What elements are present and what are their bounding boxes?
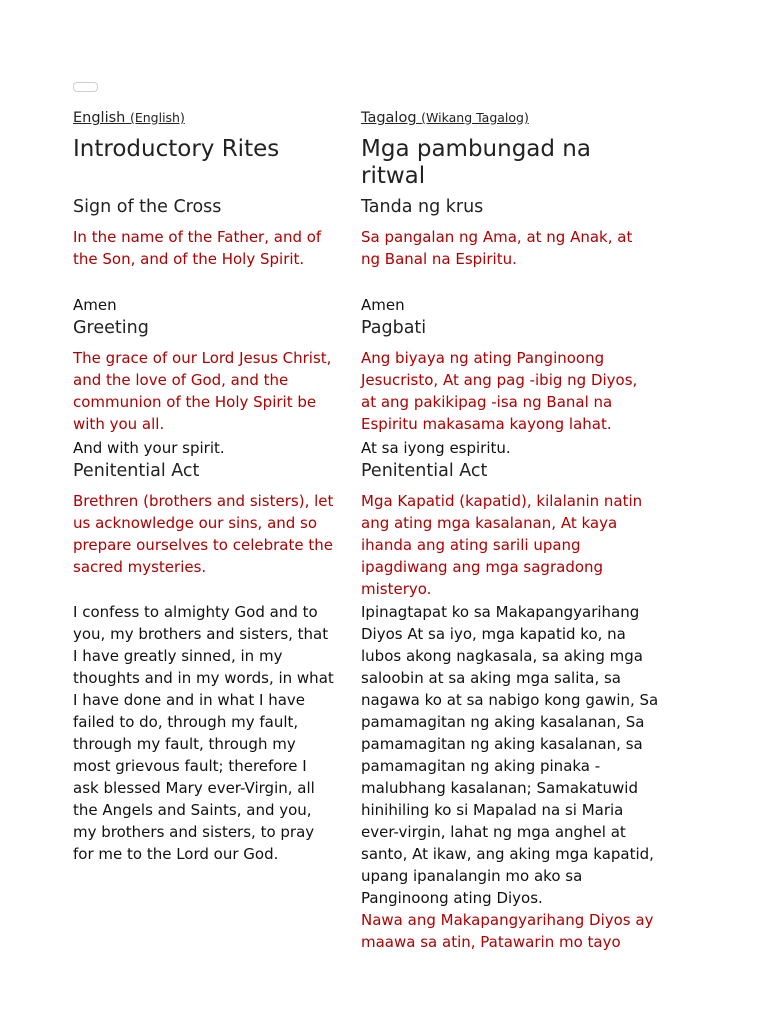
sign-of-cross-response: Amen <box>361 296 405 314</box>
toolbar-toggle[interactable] <box>73 82 98 92</box>
greeting-heading: Pagbati <box>361 318 427 338</box>
tagalog-column <box>361 108 661 951</box>
penitential-priest-text: Mga Kapatid (kapatid), kilalanin natin ang ating mga kasalanan, At kaya ihanda ang ating sarili upang ipagdiwang ang mga sagradong misteryo. <box>361 492 643 598</box>
language-link-english[interactable] <box>73 108 335 128</box>
section-title: Mga pambungad na ritwal <box>361 136 591 189</box>
section-title: Introductory Rites <box>73 136 280 162</box>
confiteor-text: I confess to almighty God and to you, my brothers and sisters, that I have greatly sinned, in my thoughts and in my words, in what I have done and in what I have failed to do, through my fault, through my fault, through my most grievous fault; therefore I ask blessed Mary ever-Virgin, all the Angels and Saints, and you, my brothers and sisters, to pray for me to the Lord our God. <box>73 603 334 863</box>
greeting-response: At sa iyong espiritu. <box>361 439 511 457</box>
language-native-name[interactable]: (English) <box>129 110 185 125</box>
greeting-priest-text: Ang biyaya ng ating Panginoong Jesucristo, At ang pag -ibig ng Diyos, at ang pakikipag -isa ng Banal na Espiritu makasama kayong lahat. <box>361 349 638 433</box>
sign-of-cross-heading: Sign of the Cross <box>73 197 222 217</box>
language-link-tagalog[interactable] <box>361 108 661 128</box>
confiteor-text: Ipinagtapat ko sa Makapangyarihang Diyos At sa iyo, mga kapatid ko, na lubos akong nagkasala, sa aking mga saloobin at sa aking mga salita, sa nagawa ko at sa nabigo kong gawin, Sa pamamagitan ng aking kasalanan, Sa pamamagitan ng aking kasalanan, sa pamamagitan ng aking pinaka -malubhang kasalanan; Samakatuwid hinihiling ko si Mapalad na si Maria ever-virgin, lahat ng mga anghel at santo, At ikaw, ang aking mga kapatid, upang ipanalangin mo ako sa Panginoong ating Diyos. <box>361 603 659 907</box>
sign-of-cross-priest-text: Sa pangalan ng Ama, at ng Anak, at ng Banal na Espiritu. <box>361 228 633 268</box>
penitential-act-heading: Penitential Act <box>73 461 200 481</box>
english-column <box>73 108 335 863</box>
sign-of-cross-heading: Tanda ng krus <box>361 197 484 217</box>
language-name[interactable]: Tagalog <box>361 110 417 126</box>
sign-of-cross-response: Amen <box>73 296 117 314</box>
greeting-heading: Greeting <box>73 318 149 338</box>
sign-of-cross-priest-text: In the name of the Father, and of the Son, and of the Holy Spirit. <box>73 228 322 268</box>
penitential-priest-text: Brethren (brothers and sisters), let us acknowledge our sins, and so prepare ourselves to celebrate the sacred mysteries. <box>73 492 334 576</box>
greeting-priest-text: The grace of our Lord Jesus Christ, and the love of God, and the communion of the Holy Spirit be with you all. <box>73 349 332 433</box>
greeting-response: And with your spirit. <box>73 439 225 457</box>
language-name[interactable]: English <box>73 110 126 126</box>
language-native-name[interactable]: (Wikang Tagalog) <box>421 110 529 125</box>
absolution-text: Nawa ang Makapangyarihang Diyos ay maawa sa atin, Patawarin mo tayo <box>361 911 654 951</box>
penitential-act-heading: Penitential Act <box>361 461 488 481</box>
